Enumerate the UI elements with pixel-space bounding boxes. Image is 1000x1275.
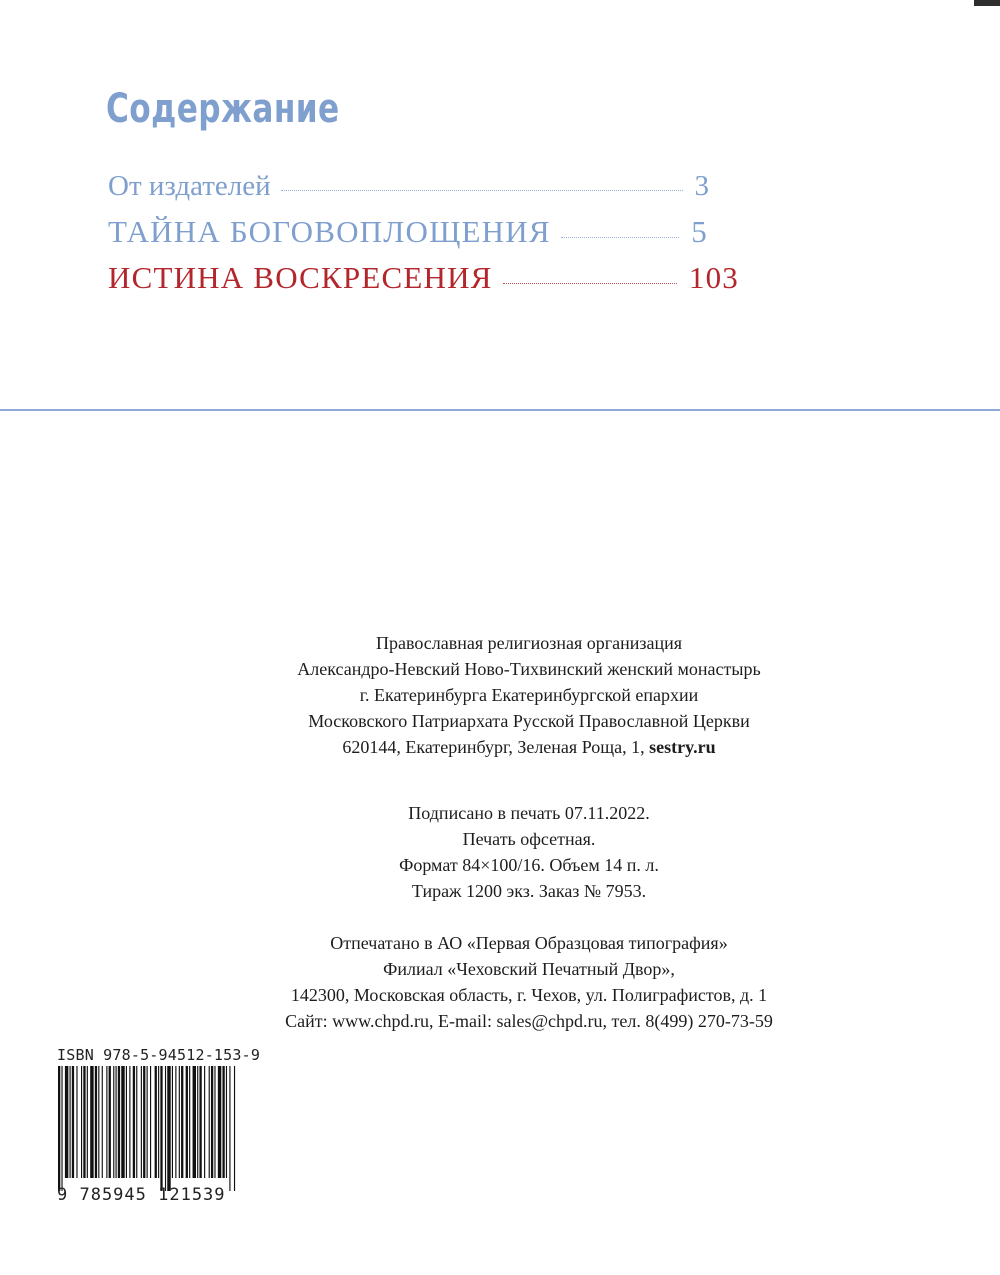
barcode-bar	[98, 1066, 99, 1178]
barcode-bar	[193, 1066, 196, 1178]
barcode-bar	[102, 1066, 103, 1178]
barcode-bar	[129, 1066, 130, 1178]
barcode-bar	[165, 1066, 166, 1191]
toc-leader-dots	[561, 237, 680, 238]
barcode-bar	[167, 1066, 170, 1191]
barcode-bar	[61, 1066, 62, 1191]
toc-entry-page: 3	[694, 170, 709, 202]
barcode-bar	[155, 1066, 157, 1178]
barcode-bar	[197, 1066, 198, 1178]
isbn-label: ISBN 978-5-94512-153-9	[57, 1046, 261, 1064]
printer-line: Отпечатано в АО «Первая Образцовая типография»	[330, 933, 728, 953]
barcode-bar	[218, 1066, 221, 1178]
toc-heading: Содержание	[106, 86, 340, 132]
section-divider	[0, 409, 1000, 411]
printer-line: 142300, Московская область, г. Чехов, ул. Полиграфистов, д. 1	[290, 985, 768, 1005]
barcode-bar	[87, 1066, 88, 1178]
barcode-bar	[72, 1066, 74, 1178]
toc-entry-page: 5	[691, 214, 708, 249]
barcode-bar	[81, 1066, 82, 1178]
printer-line: Филиал «Чеховский Печатный Двор»,	[383, 959, 675, 979]
barcode-bar	[118, 1066, 120, 1178]
barcode-bar	[58, 1066, 60, 1191]
barcode-bar	[136, 1066, 137, 1178]
barcode-bar	[158, 1066, 159, 1178]
barcode-bar	[160, 1066, 162, 1191]
publisher-line: Александро-Невский Ново-Тихвинский женский монастырь	[297, 659, 761, 679]
toc-entry-resurrection[interactable]	[108, 260, 739, 296]
print-format: Формат 84×100/16. Объем 14 п. л.	[399, 855, 659, 875]
printer-info	[0, 930, 1000, 1034]
barcode-bar	[147, 1066, 148, 1178]
barcode-bar	[76, 1066, 77, 1178]
barcode-bar	[204, 1066, 205, 1178]
barcode-bar	[109, 1066, 111, 1178]
toc-entry-title: ТАЙНА БОГОВОПЛОЩЕНИЯ	[108, 214, 551, 249]
printer-contacts: Сайт: www.chpd.ru, E-mail: sales@chpd.ru, тел. 8(499) 270-73-59	[285, 1011, 773, 1031]
barcode-bar	[83, 1066, 85, 1178]
publisher-address-line	[0, 734, 1000, 760]
publisher-line: г. Екатеринбурга Екатеринбургской епархии	[359, 685, 699, 705]
barcode-bar	[234, 1066, 235, 1191]
toc-entry-page: 103	[688, 260, 739, 295]
barcode-bar	[179, 1066, 180, 1178]
barcode-bar	[121, 1066, 124, 1178]
barcode-bar	[106, 1066, 107, 1178]
toc-leader-dots	[503, 283, 677, 284]
corner-crop-mark	[974, 0, 1000, 6]
printing-details	[0, 800, 1000, 904]
barcode-bar	[199, 1066, 201, 1178]
barcode-bar	[65, 1066, 68, 1178]
barcode-bar	[126, 1066, 127, 1178]
barcode-bar	[133, 1066, 135, 1178]
barcode-bar	[175, 1066, 176, 1178]
barcode-bar	[226, 1066, 227, 1178]
toc-entry-title: ИСТИНА ВОСКРЕСЕНИЯ	[108, 260, 493, 295]
toc-entry-publishers[interactable]	[108, 170, 709, 203]
barcode-bar	[211, 1066, 213, 1178]
barcode-digits: 9 785945 121539	[57, 1185, 226, 1205]
barcode-bar	[214, 1066, 215, 1178]
barcode-bar	[150, 1066, 151, 1178]
publisher-site-link[interactable]: sestry.ru	[649, 737, 716, 757]
barcode-bar	[70, 1066, 71, 1178]
barcode-bar	[116, 1066, 117, 1178]
toc-entry-incarnation[interactable]	[108, 214, 708, 250]
barcode-bar	[113, 1066, 114, 1178]
print-run: Тираж 1200 экз. Заказ № 7953.	[411, 881, 647, 901]
signed-date: Подписано в печать 07.11.2022.	[408, 803, 650, 823]
barcode-bar	[189, 1066, 190, 1178]
isbn-barcode	[58, 1066, 236, 1191]
barcode-bar	[209, 1066, 210, 1178]
barcode-bar	[181, 1066, 183, 1178]
barcode-bar	[186, 1066, 188, 1178]
toc-entry-title: От издателей	[108, 170, 271, 202]
barcode-bar	[229, 1066, 230, 1191]
toc-leader-dots	[281, 190, 683, 191]
barcode-bar	[90, 1066, 93, 1178]
publisher-address: 620144, Екатеринбург, Зеленая Роща, 1,	[342, 737, 650, 757]
barcode-bar	[141, 1066, 142, 1178]
publisher-line: Московского Патриархата Русской Православной Церкви	[308, 711, 750, 731]
barcode-bar	[143, 1066, 145, 1178]
publisher-line: Православная религиозная организация	[375, 633, 683, 653]
barcode-bar	[222, 1066, 224, 1178]
print-method: Печать офсетная.	[462, 829, 596, 849]
barcode-bar	[172, 1066, 173, 1178]
publisher-info	[0, 630, 1000, 760]
barcode-bar	[95, 1066, 97, 1178]
